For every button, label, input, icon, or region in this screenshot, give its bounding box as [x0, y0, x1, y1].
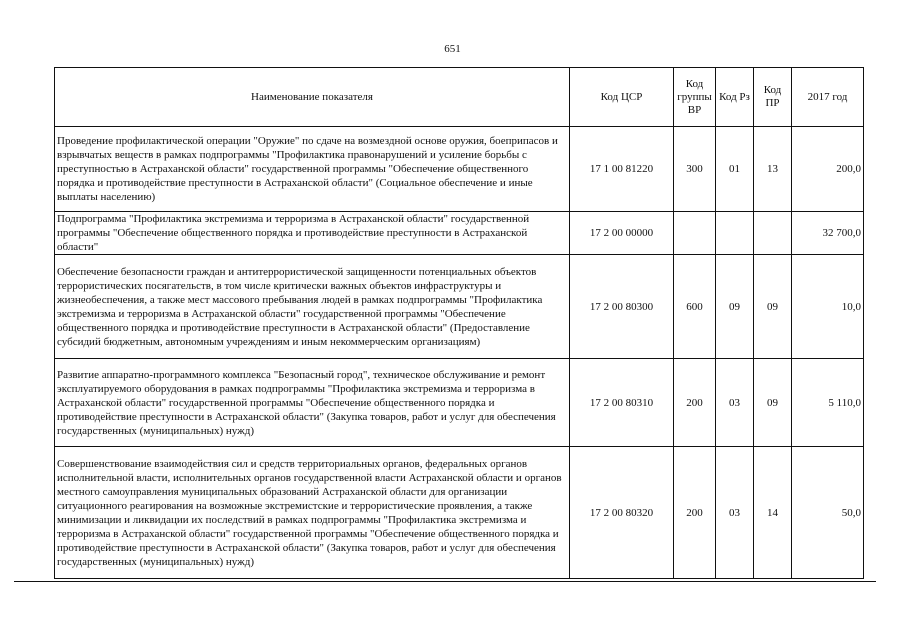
- row-rz-code: 03: [716, 447, 754, 579]
- row-pr-code: 09: [754, 255, 792, 359]
- row-vr-code: 600: [674, 255, 716, 359]
- row-rz-code: 01: [716, 127, 754, 212]
- header-year-2017: 2017 год: [792, 68, 864, 127]
- row-csr-code: 17 2 00 80320: [570, 447, 674, 579]
- row-vr-code: [674, 212, 716, 255]
- row-amount: 5 110,0: [792, 359, 864, 447]
- page-bottom-rule: [14, 581, 876, 582]
- row-pr-code: 13: [754, 127, 792, 212]
- row-csr-code: 17 2 00 80300: [570, 255, 674, 359]
- header-csr-code: Код ЦСР: [570, 68, 674, 127]
- row-vr-code: 300: [674, 127, 716, 212]
- row-csr-code: 17 1 00 81220: [570, 127, 674, 212]
- row-vr-code: 200: [674, 447, 716, 579]
- row-amount: 200,0: [792, 127, 864, 212]
- row-amount: 50,0: [792, 447, 864, 579]
- budget-table: [54, 67, 864, 579]
- row-pr-code: [754, 212, 792, 255]
- row-pr-code: 09: [754, 359, 792, 447]
- row-csr-code: 17 2 00 00000: [570, 212, 674, 255]
- row-name: Совершенствование взаимодействия сил и средств территориальных органов, федеральных органов исполнительной власти, исполнительных органов государственной власти Астраханской области и органов местного самоуправления муниципальных образований Астраханской области для организации ситуационного реагирования на возможные экстремистские и террористические проявления, а также минимизации и ликвидации их последствий в рамках подпрограммы "Профилактика экстремизма и терроризма в Астраханской области" государственной программы "Обеспечение общественного порядка и противодействие преступности в Астраханской области" (Закупка товаров, работ и услуг для обеспечения государственных (муниципальных) нужд): [55, 447, 570, 579]
- row-rz-code: [716, 212, 754, 255]
- row-rz-code: 09: [716, 255, 754, 359]
- table-row: [55, 255, 864, 359]
- header-rz-code: Код Рз: [716, 68, 754, 127]
- header-name: Наименование показателя: [55, 68, 570, 127]
- row-name: Подпрограмма "Профилактика экстремизма и терроризма в Астраханской области" государственной программы "Обеспечение общественного порядка и противодействие преступности в Астраханской области": [55, 212, 570, 255]
- row-rz-code: 03: [716, 359, 754, 447]
- row-csr-code: 17 2 00 80310: [570, 359, 674, 447]
- table-header-row: [55, 68, 864, 127]
- page-number: 651: [444, 43, 461, 55]
- row-pr-code: 14: [754, 447, 792, 579]
- header-vr-code: Код группы ВР: [674, 68, 716, 127]
- table-row: [55, 127, 864, 212]
- table-row: [55, 212, 864, 255]
- row-name: Обеспечение безопасности граждан и антитеррористической защищенности потенциальных объектов террористических посягательств, в том числе критически важных объектов инфраструктуры и жизнеобеспечения, а также мест массового пребывания людей в рамках подпрограммы "Профилактика экстремизма и терроризма в Астраханской области" государственной программы "Обеспечение общественного порядка и противодействие преступности в Астраханской области" (Предоставление субсидий бюджетным, автономным учреждениям и иным некоммерческим организациям): [55, 255, 570, 359]
- table-row: [55, 447, 864, 579]
- header-pr-code: Код ПР: [754, 68, 792, 127]
- row-vr-code: 200: [674, 359, 716, 447]
- table-row: [55, 359, 864, 447]
- row-amount: 10,0: [792, 255, 864, 359]
- row-name: Проведение профилактической операции "Оружие" по сдаче на возмездной основе оружия, боеприпасов и взрывчатых веществ в рамках подпрограммы "Профилактика правонарушений и усиление борьбы с преступностью в Астраханской области" государственной программы "Обеспечение общественного порядка и противодействие преступности в Астраханской области" (Социальное обеспечение и иные выплаты населению): [55, 127, 570, 212]
- row-amount: 32 700,0: [792, 212, 864, 255]
- row-name: Развитие аппаратно-программного комплекса "Безопасный город", техническое обслуживание и ремонт эксплуатируемого оборудования в рамках подпрограммы "Профилактика экстремизма и терроризма в Астраханской области" государственной программы "Обеспечение общественного порядка и противодействие преступности в Астраханской области" (Закупка товаров, работ и услуг для обеспечения государственных (муниципальных) нужд): [55, 359, 570, 447]
